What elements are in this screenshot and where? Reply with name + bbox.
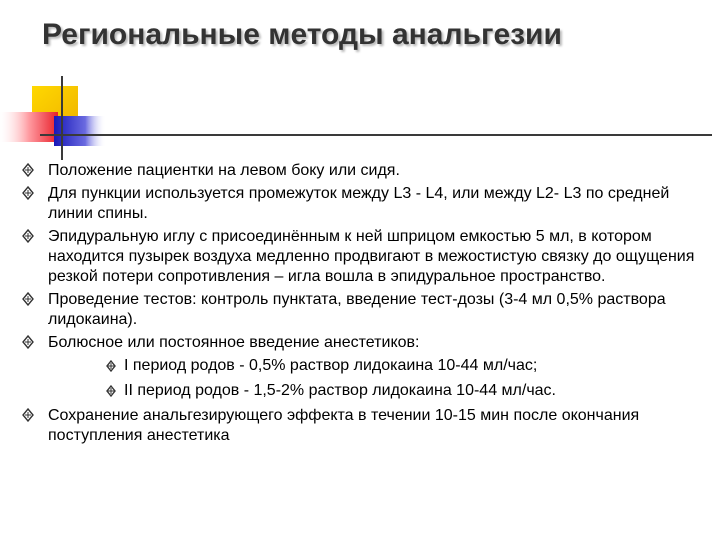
bullet-text: Сохранение анальгезирующего эффекта в течении 10-15 мин после окончания поступления анестетика bbox=[48, 407, 640, 444]
sub-bullet-text: I период родов - 0,5% раствор лидокаина 10-44 мл/час; bbox=[124, 357, 538, 374]
red-bar bbox=[0, 112, 58, 142]
sub-bullet-item bbox=[48, 381, 702, 401]
hollow-diamond-bullet-icon bbox=[22, 292, 34, 306]
bullet-text: Эпидуральную иглу с присоединённым к ней шприцом емкостью 5 мл, в котором находится пузырек воздуха медленно продвигают в межостистую связку до ощущения резкой потери сопротивления – игла вошла в эпидуральное пространство. bbox=[48, 228, 695, 285]
hollow-diamond-bullet-icon bbox=[22, 408, 34, 422]
bullet-item bbox=[22, 333, 702, 401]
bullet-text: Болюсное или постоянное введение анестетиков: bbox=[48, 334, 420, 351]
sub-bullet-list bbox=[48, 356, 702, 401]
bullet-item bbox=[22, 161, 702, 181]
bullet-item bbox=[22, 227, 702, 287]
bullet-text: Для пункции используется промежуток между L3 - L4, или между L2- L3 по средней линии спины. bbox=[48, 185, 670, 222]
bullet-item bbox=[22, 290, 702, 330]
sub-bullet-item bbox=[48, 356, 702, 376]
hollow-diamond-sub-bullet-icon bbox=[106, 360, 116, 372]
bullet-text: Положение пациентки на левом боку или сидя. bbox=[48, 162, 400, 179]
bullet-text: Проведение тестов: контроль пунктата, введение тест-дозы (3-4 мл 0,5% раствора лидокаина). bbox=[48, 291, 666, 328]
hollow-diamond-bullet-icon bbox=[22, 335, 34, 349]
hollow-diamond-bullet-icon bbox=[22, 163, 34, 177]
slide-title: Региональные методы анальгезии bbox=[42, 18, 562, 51]
hollow-diamond-bullet-icon bbox=[22, 186, 34, 200]
bullet-list bbox=[22, 161, 702, 449]
hollow-diamond-sub-bullet-icon bbox=[106, 385, 116, 397]
sub-bullet-text: II период родов - 1,5-2% раствор лидокаина 10-44 мл/час. bbox=[124, 382, 556, 399]
bullet-item bbox=[22, 406, 702, 446]
hollow-diamond-bullet-icon bbox=[22, 229, 34, 243]
bullet-item bbox=[22, 184, 702, 224]
